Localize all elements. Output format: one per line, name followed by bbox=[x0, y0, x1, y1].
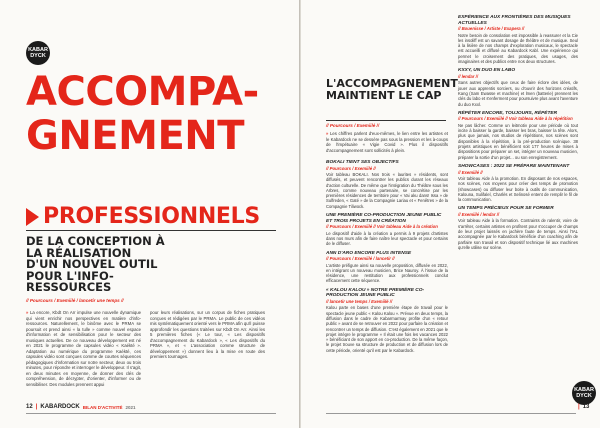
section-credit: // lendar // bbox=[458, 73, 479, 79]
lede-heading: DE LA CONCEPTION À LA RÉALISATION D'UN NOUVEL OUTIL POUR L'INFO-RESSOURCES bbox=[26, 234, 165, 294]
title-line-2: GNEMENT bbox=[26, 113, 245, 159]
logo-line-1: KABAR bbox=[28, 47, 48, 53]
section-heading: RÉPÉTER ENCORE, TOUJOURS, RÉPÉTER bbox=[458, 110, 558, 116]
body-col-2-text: pour leurs réalisations, sur un corpus de fiches pratiques conçues et rédigées par le PRMA. Le public de ces vidéos mis systématiquement orienté vers le PRMA afin qu'il puisse approfondir les questions traitées sur Kbdt On Arr. Ainsi les 5 premières fiches (« Le tour, « Les dispositifs d'accompagnement du Kabardock », « Les dispositifs du PRMA », et « L'association comme structure de développement ») donnent lieu à la mise en route des premiers tournages. bbox=[150, 310, 265, 359]
section-body: Ne pas lâcher. Comme un leitmotiv pour une période où tout incite à baisser la garde, baisser les bras, baisser la tête. Alors, plus que jamais, nos studios de répétitions, nos scènes sont disponibles à la répétition, à la pré-production scénique. 38 projets artistiques en bénéficient soit 177 heures de mises à dispositions pour préparer un set, intégrer un nouveau musicien, préparer la sortie d'un projet... ou son enregistrement. bbox=[458, 122, 578, 160]
section-frontieres bbox=[458, 15, 578, 64]
section-heading: BOKALI TIENT SES OBJECTIFS bbox=[326, 160, 399, 165]
section-body: Voir tableau BOKALI. Nos trois « laurites » résidents, sont diffusés, et peuvent rencontrer les publics durant les réseaux d'action culturelle. De même que l'intégration du Théâtre sous les Arbres, comme nouveau partenaire, se concrétise par les premières résidences de territoire pour « Vai aku dans! Issa » de Sulfreden, « Gaté » de la Compagnie Lariau et « Fenêtres » de la Compagnie Tiliwock. bbox=[326, 172, 448, 209]
footer-rule bbox=[326, 413, 576, 414]
subtitle-text: PROFESSIONNELS bbox=[43, 204, 260, 229]
section-heading: ANN D'ARO ENCORE PLUS INTENSE bbox=[326, 250, 412, 256]
section-bokali bbox=[326, 160, 448, 209]
logo-line-2: DYCK bbox=[576, 393, 592, 399]
body-column-2 bbox=[150, 310, 265, 360]
bullet-mark: » bbox=[26, 310, 30, 315]
kabardock-logo bbox=[572, 381, 596, 405]
right-title-rule bbox=[326, 120, 446, 121]
title-line-1: ACCOMPA- bbox=[26, 69, 259, 115]
divider bbox=[26, 230, 276, 231]
section-heading: EXPÉRIENCE AUX FRONTIÈRES DES MUSIQUES ACTUELLES bbox=[458, 15, 571, 26]
section-showcases bbox=[458, 164, 578, 202]
folio-pipe: | bbox=[35, 404, 38, 410]
folio-tag: BILAN D'ACTIVITÉ bbox=[82, 404, 123, 410]
left-page bbox=[0, 0, 299, 428]
subtitle bbox=[26, 204, 260, 229]
section-credit: // Pourcours / Exemiilé // bbox=[326, 165, 376, 171]
section-heading: « KALOU KALOU » NOTRE PREMIÈRE CO-PRODUCTION JEUNE PUBLIC bbox=[326, 287, 425, 299]
section-body: Voir tableau Aide à la formation. Contraints de ralentir, voire de s'arrêter, certains artistes en profitent pour s'occuper de champs de leur projet laissés en jachère faute de temps. Ainsi l'IAL accompagnée par le Kabardock bénéficie d'un coaching afin de parfaire son travail et son dispositif technique lié aux machines qu'elle utilise sur scène. bbox=[458, 218, 578, 250]
section-body: Notre besoin de consolation est impossible à reassurer et la Cie les insoliff est un savant dosage de théâtre et de musique. Seul à la lisière de nos champs d'exploration musicaux, le spectacle est accueilli et diffusé au Kabardock Kabl. Une expérience qui permet le croisement des pratiques, des usages, des imaginaires et des publics entre nos deux structures. bbox=[458, 32, 578, 65]
section-credit: // Bouenisse / Artiste / Exapera // bbox=[458, 26, 525, 32]
section-repeter bbox=[458, 111, 578, 160]
right-page-title: L'ACCOMPAGNEMENT MAINTIENT LE CAP bbox=[326, 77, 458, 102]
section-credit: // Pourcours / Exemiilé // Voir tableau Aide à la répétition bbox=[458, 116, 573, 122]
section-heading: SHOWCASES : 2022 SE PRÉPARE MAINTENANT bbox=[458, 163, 570, 169]
section-credit: // Exemiilé // bbox=[458, 169, 483, 175]
section-heading: UN TEMPS PRÉCIEUX POUR SE FORMER bbox=[458, 206, 554, 212]
left-folio bbox=[26, 404, 136, 410]
right-col-middle bbox=[326, 160, 448, 357]
bullet-mark: » bbox=[326, 131, 331, 136]
section-heading: KXXY, UN DUO EN LABO bbox=[458, 68, 516, 74]
section-formation bbox=[458, 206, 578, 250]
folio-brand: KABARDOCK bbox=[40, 404, 80, 410]
footer-rule bbox=[26, 413, 276, 414]
intro-text: Les chiffres parlent d'eux-mêmes, le lien entre les artistes et le Kabardock ne se dessère pas sous la pression et les à-coups de l'impétuaire « Vigie Covid ». Plus il dispositifs d'accompagnement sont sollicités à plein. bbox=[326, 131, 448, 153]
folio-year: 2021 bbox=[125, 404, 136, 410]
right-title-credit: // Pourcours / Exemiilé // bbox=[326, 123, 380, 128]
body-col-1-text: La encore, Kbdt On Arr impulse une nouvelle dynamique qui vient enrichir nos perspectives en matière d'info-ressources. Naturellement, le binôme avec le PRMA se poursuit et prend ainsi « la tulle » comme nouvel espace d'information et de sensibilisation pour le secteur des musiques actuelles. De ce nouveau développement est né en 2021 le programme de capsules vidéo « Kaékté ». Adaptation au numérique du programme Kaékté, ces capsules vidéo sont conçues comme de courtes séquences pédagogiques d'information sur notre secteur, deux ou trois minutes, pour répondre et interroger le développeur. Il s'agit, en deux minutes en moyenne, de donner des clés de compréhension, de décrypter, d'orienter, d'informer ou de sensibiliser. Des modules prennent appui bbox=[26, 310, 141, 387]
right-folio bbox=[578, 404, 589, 410]
section-credit: // Exemiilé / lendar // bbox=[458, 212, 500, 218]
section-kalou-kalou bbox=[326, 288, 448, 353]
triangle-icon bbox=[26, 208, 39, 226]
right-intro bbox=[326, 131, 448, 153]
logo-line-2: DYCK bbox=[30, 53, 46, 59]
section-body: Kalou parte en bases d'une première étape de travail pour le spectacle jeune public « Kalou Kalou ». Prévue en deux temps, la diffusion dans le cadre de Kabarmarmay profite d'un « retour public » avant de se retrouver en 2022 pour parfaire la création et rencontrer un temps de diffusion. C'est également en 2021 que le projet intègre le programme « Il était une fois les vacances 2022 » bénéficiant de son apport en co-production. De la même façon, le projet trouve sa structure de production et de diffusion lors de cette période, orienté qu'il est par le Kabardock. bbox=[326, 305, 448, 353]
section-credit: // Pourcours / Exemiilé / lancetir // bbox=[326, 256, 395, 262]
body-column-1 bbox=[26, 310, 141, 387]
section-body: Voir tableau Aide à la promotion. En disposant de nos espaces, nos scènes, nos moyens pour créer des temps de promotion (showcases) ou diffuser leur boite à outils de communication, Kalouna, Sulifalel, Charlès et Selinosé entent de remplir le fil de la communication. bbox=[458, 175, 578, 203]
folio-pipe: | bbox=[578, 404, 580, 410]
page-number: 13 bbox=[582, 404, 590, 410]
section-kxxy bbox=[458, 68, 578, 106]
right-col-outer bbox=[458, 15, 578, 254]
section-coproduction bbox=[326, 213, 448, 246]
kabardock-logo bbox=[26, 41, 50, 65]
section-ann-daro bbox=[326, 251, 448, 284]
section-body: L'artiste préfigure ainsi sa nouvelle proposition, diffusée en 2022, en intégrant un nouveau musicien, Brice Nauroy. À l'issue de la résidence, une restitution aux professionnels conclut efficacement cette séquence. bbox=[326, 262, 448, 284]
section-body: Le dispositif d'aide à la création a permis à 9 projets d'artistes dans nos murs afin de faire naître leur spectacle et pour certains de le diffuser. bbox=[326, 230, 448, 247]
section-body: Sans autres objectifs que ceux de faire éclore des idées, de jouer aux apprentis sorciers, ou d'ouvrir des horizons créatifs, Kang (Sam Ewasse et machine) et lmen (batterie) prennent les clés du labo et s'enferment pour poursuivre plus avant l'aventure du duo Kxxl. bbox=[458, 80, 578, 107]
section-heading: UNE PREMIÈRE CO-PRODUCTION JEUNE PUBLIC ET TROIS PROJETS EN CRÉATION bbox=[326, 213, 442, 224]
page-number: 12 bbox=[26, 404, 33, 410]
section-credit: // Pourcours / Exemiilé // Voir tableau Aide à la création bbox=[326, 224, 438, 230]
lede-credit: // Pourcours / Exemiilé / lancetir une temps // bbox=[26, 298, 124, 303]
section-credit: // lancetir une temps / Exemiilé // bbox=[326, 298, 393, 304]
logo-line-1: KABAR bbox=[574, 387, 594, 393]
